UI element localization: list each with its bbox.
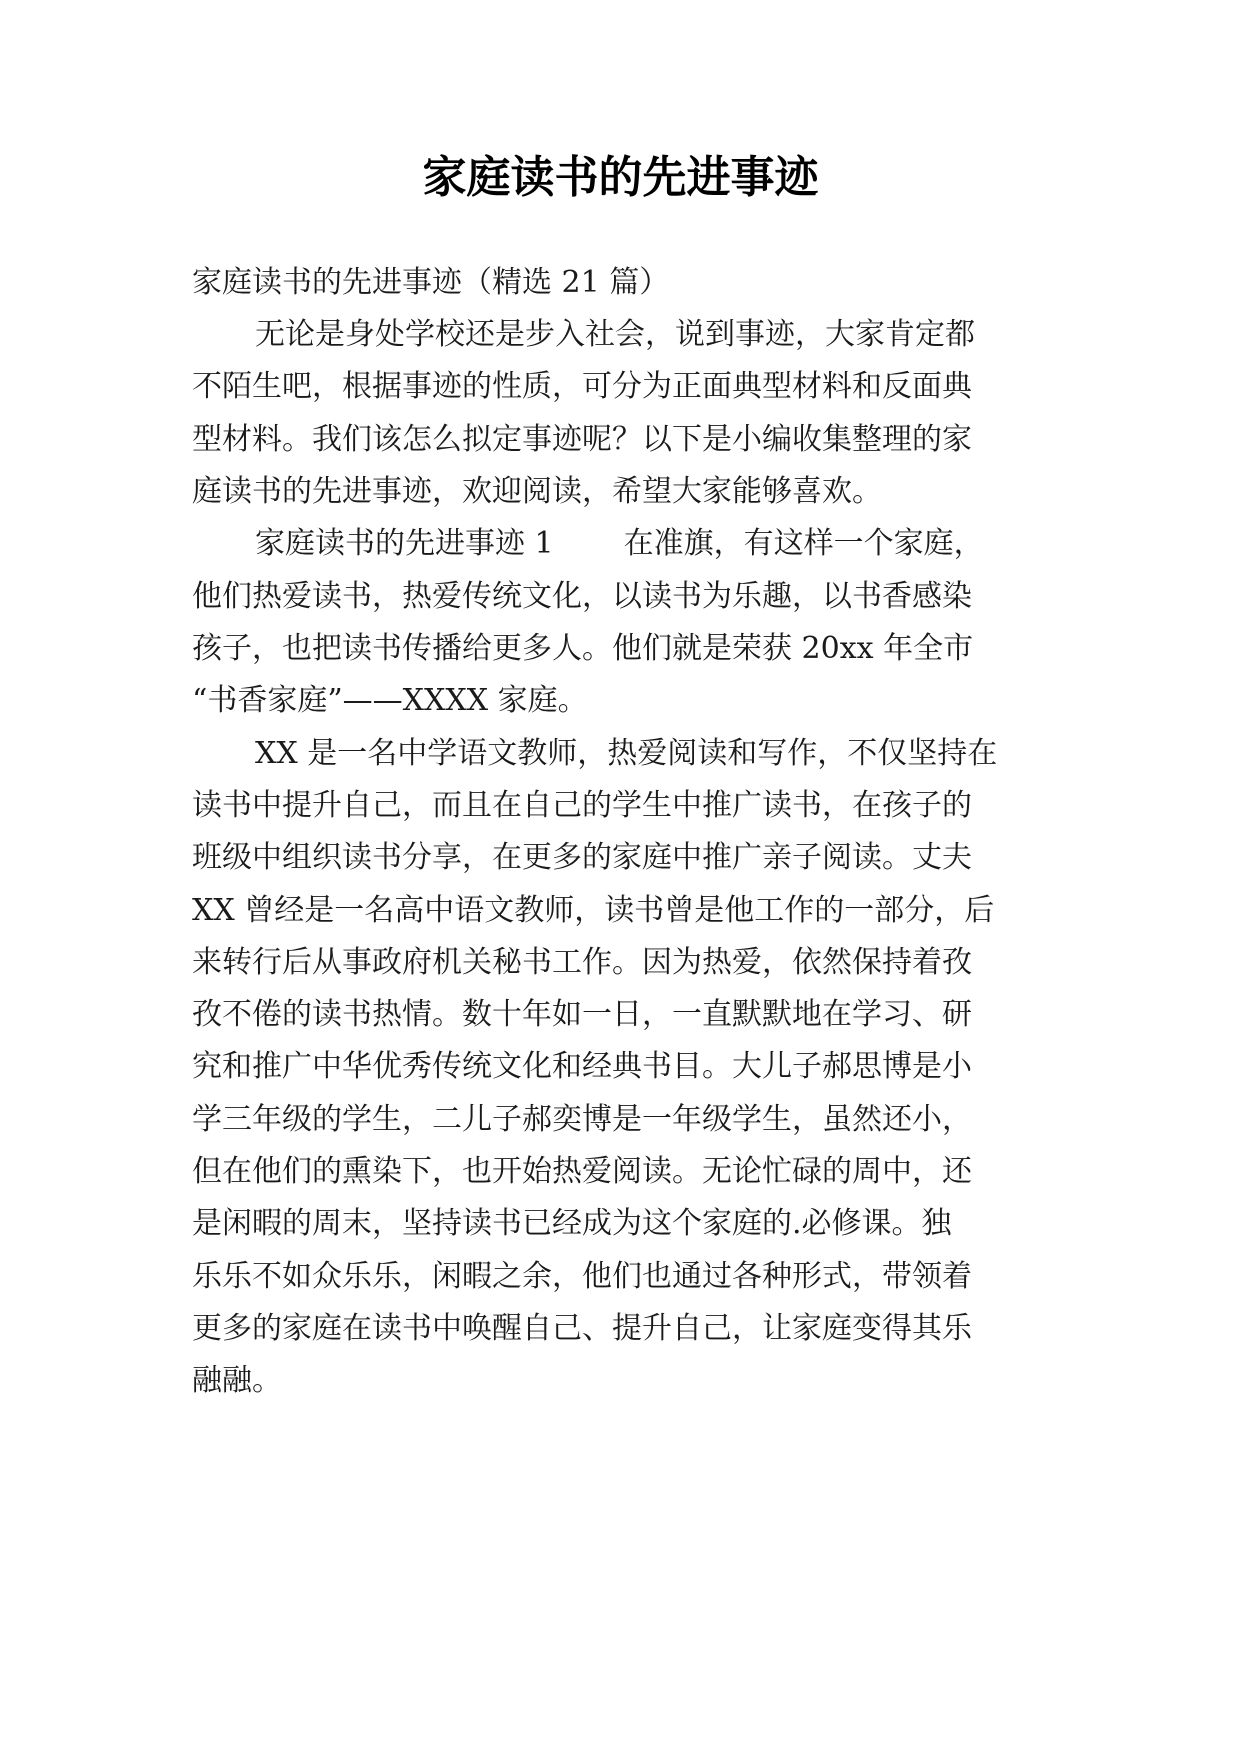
paragraph-line: 学三年级的学生，二儿子郝奕博是一年级学生，虽然还小， xyxy=(192,1102,972,1137)
section-line: 他们热爱读书，热爱传统文化，以读书为乐趣，以书香感染 xyxy=(192,579,972,614)
paragraph-line: 读书中提升自己，而且在自己的学生中推广读书，在孩子的 xyxy=(192,788,972,823)
paragraph-line: 究和推广中华优秀传统文化和经典书目。大儿子郝思博是小 xyxy=(192,1049,972,1084)
section-heading: 家庭读书的先进事迹 1 xyxy=(255,526,554,561)
paragraph-line: 班级中组织读书分享，在更多的家庭中推广亲子阅读。丈夫 xyxy=(192,840,972,875)
paragraph-line: XX 曾经是一名高中语文教师，读书曾是他工作的一部分，后 xyxy=(192,893,995,928)
section-first-text: 在准旗，有这样一个家庭， xyxy=(623,526,984,561)
paragraph-line: 乐乐不如众乐乐，闲暇之余，他们也通过各种形式，带领着 xyxy=(192,1259,972,1294)
intro-line: 庭读书的先进事迹，欢迎阅读，希望大家能够喜欢。 xyxy=(192,474,882,509)
paragraph-line: 是闲暇的周末，坚持读书已经成为这个家庭的.必修课。独 xyxy=(192,1206,952,1241)
section-line: 孩子，也把读书传播给更多人。他们就是荣获 20xx 年全市 xyxy=(192,631,974,666)
paragraph-line: 融融。 xyxy=(192,1363,282,1398)
paragraph-line: XX 是一名中学语文教师，热爱阅读和写作，不仅坚持在 xyxy=(255,736,998,771)
section-line: “书香家庭”——XXXX 家庭。 xyxy=(192,683,588,718)
intro-line: 型材料。我们该怎么拟定事迹呢？以下是小编收集整理的家 xyxy=(192,422,972,457)
paragraph-line: 孜不倦的读书热情。数十年如一日，一直默默地在学习、研 xyxy=(192,997,972,1032)
intro-line: 无论是身处学校还是步入社会，说到事迹，大家肯定都 xyxy=(255,317,975,352)
section-heading-line xyxy=(255,524,1062,564)
document-subtitle: 家庭读书的先进事迹（精选 21 篇） xyxy=(192,265,670,300)
paragraph-line: 来转行后从事政府机关秘书工作。因为热爱，依然保持着孜 xyxy=(192,945,972,980)
document-title: 家庭读书的先进事迹 xyxy=(422,152,819,203)
paragraph-line: 更多的家庭在读书中唤醒自己、提升自己，让家庭变得其乐 xyxy=(192,1311,972,1346)
paragraph-line: 但在他们的熏染下，也开始热爱阅读。无论忙碌的周中，还 xyxy=(192,1154,972,1189)
intro-line: 不陌生吧，根据事迹的性质，可分为正面典型材料和反面典 xyxy=(192,369,972,404)
